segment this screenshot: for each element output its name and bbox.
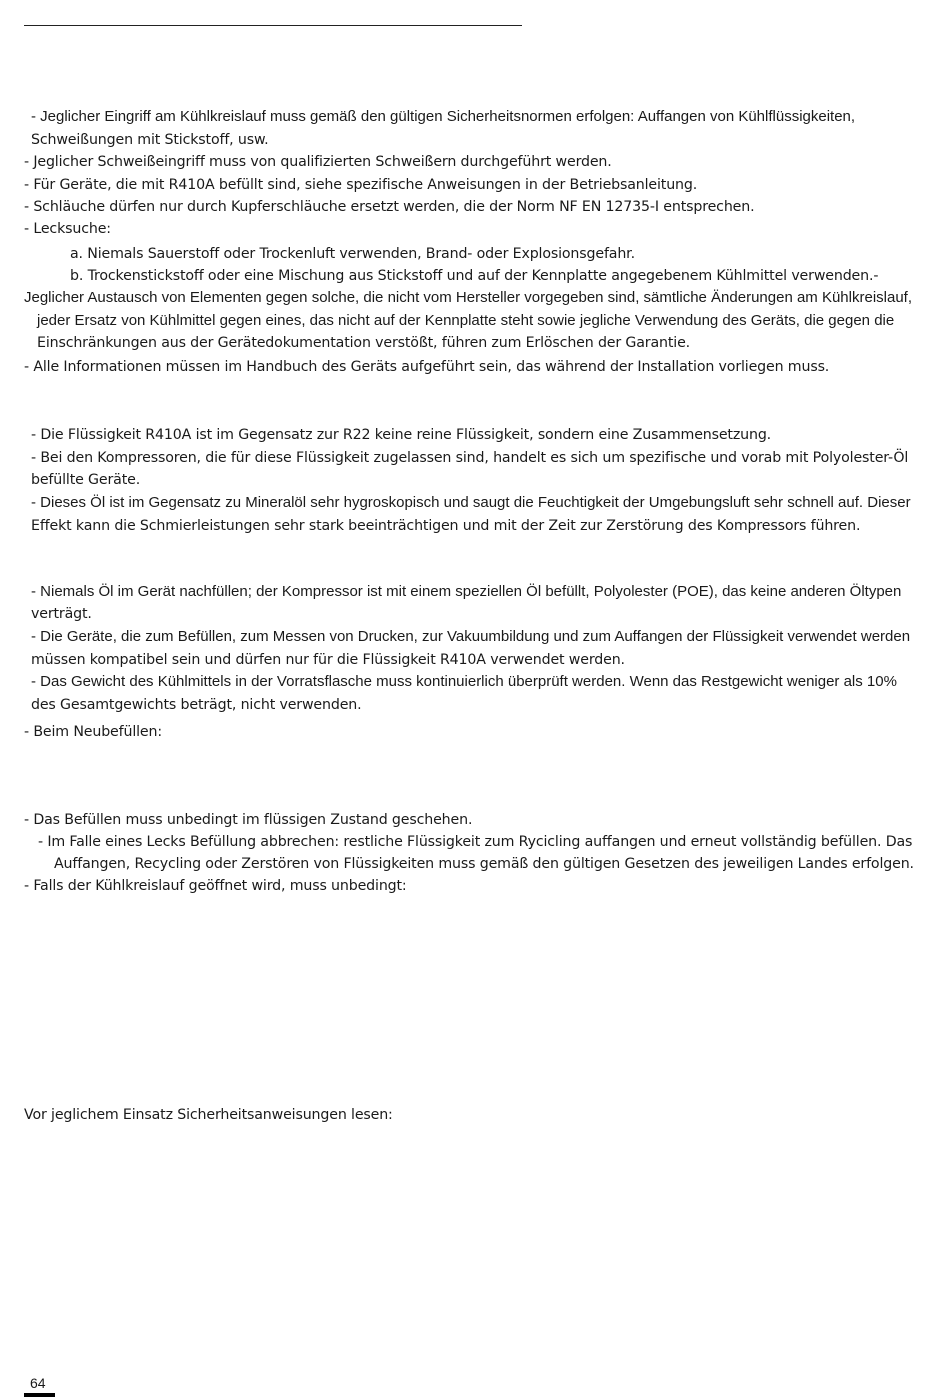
text-line: - Schläuche dürfen nur durch Kupferschläuche ersetzt werden, die der Norm NF EN 12735-I entsprechen.: [24, 199, 755, 215]
text-line: - Niemals Öl im Gerät nachfüllen; der Kompressor ist mit einem speziellen Öl befüllt, Polyolester (POE), das keine anderen Öltypen: [31, 583, 902, 600]
text-line: jeder Ersatz von Kühlmittel gegen eines, das nicht auf der Kennplatte steht sowie jegliche Verwendung des Geräts, die gegen die: [37, 312, 895, 329]
text-line: - Bei den Kompressoren, die für diese Flüssigkeit zugelassen sind, handelt es sich um spezifische und vorab mit Polyolester-Öl: [31, 450, 909, 466]
text-line: - Jeglicher Schweißeingriff muss von qualifizierten Schweißern durchgeführt werden.: [24, 154, 612, 170]
text-line: müssen kompatibel sein und dürfen nur für die Flüssigkeit R410A verwendet werden.: [31, 652, 625, 668]
text-line: - Dieses Öl ist im Gegensatz zu Mineralöl sehr hygroskopisch und saugt die Feuchtigkeit der Umgebungsluft sehr schnell auf. Dieser: [31, 494, 911, 511]
list-item-b: b. Trockenstickstoff oder eine Mischung aus Stickstoff und auf der Kennplatte angegebenem Kühlmittel verwenden.-: [70, 268, 879, 284]
text-line: Effekt kann die Schmierleistungen sehr stark beeinträchtigen und mit der Zeit zur Zerstörung des Kompressors führen.: [31, 518, 861, 534]
text-line: - Das Gewicht des Kühlmittels in der Vorratsflasche muss kontinuierlich überprüft werden. Wenn das Restgewicht weniger als 10%: [31, 673, 897, 690]
text-line: - Die Geräte, die zum Befüllen, zum Messen von Drucken, zur Vakuumbildung und zum Auffangen der Flüssigkeit verwendet werden: [31, 628, 911, 645]
header-rule: [24, 25, 522, 26]
text-line: - Lecksuche:: [24, 221, 111, 237]
text-line: des Gesamtgewichts beträgt, nicht verwenden.: [31, 697, 362, 713]
text-line: Vor jeglichem Einsatz Sicherheitsanweisungen lesen:: [24, 1107, 393, 1123]
text-line: Einschränkungen aus der Gerätedokumentation verstößt, führen zum Erlöschen der Garantie.: [37, 335, 691, 351]
text-line: - Die Flüssigkeit R410A ist im Gegensatz zur R22 keine reine Flüssigkeit, sondern eine Zusammensetzung.: [31, 427, 772, 443]
text-line: Auffangen, Recycling oder Zerstören von Flüssigkeiten muss gemäß den gültigen Gesetzen des jeweiligen Landes erfolgen.: [54, 856, 914, 872]
text-line: - Für Geräte, die mit R410A befüllt sind, siehe spezifische Anweisungen in der Betriebsanleitung.: [24, 177, 698, 193]
text-line: - Im Falle eines Lecks Befüllung abbrechen: restliche Flüssigkeit zum Rycicling auffangen und erneut vollständig befüllen. Das: [38, 834, 913, 850]
text-line: - Das Befüllen muss unbedingt im flüssigen Zustand geschehen.: [24, 812, 473, 828]
text-line: Schweißungen mit Stickstoff, usw.: [31, 132, 269, 148]
page-number: 64: [30, 1375, 46, 1391]
text-line: - Falls der Kühlkreislauf geöffnet wird, muss unbedingt:: [24, 878, 407, 894]
text-line: verträgt.: [31, 606, 92, 622]
text-line: - Beim Neubefüllen:: [24, 724, 162, 740]
text-line: - Alle Informationen müssen im Handbuch des Geräts aufgeführt sein, das während der Installation vorliegen muss.: [24, 359, 830, 375]
text-line: befüllte Geräte.: [31, 472, 141, 488]
list-item-a: a. Niemals Sauerstoff oder Trockenluft verwenden, Brand- oder Explosionsgefahr.: [70, 246, 635, 262]
footer-bar: [24, 1393, 55, 1397]
text-line: Jeglicher Austausch von Elementen gegen solche, die nicht vom Hersteller vorgegeben sind, sämtliche Änderungen am Kühlkreislauf,: [24, 289, 913, 306]
text-line: - Jeglicher Eingriff am Kühlkreislauf muss gemäß den gültigen Sicherheitsnormen erfolgen: Auffangen von Kühlflüssigkeiten,: [31, 108, 856, 125]
